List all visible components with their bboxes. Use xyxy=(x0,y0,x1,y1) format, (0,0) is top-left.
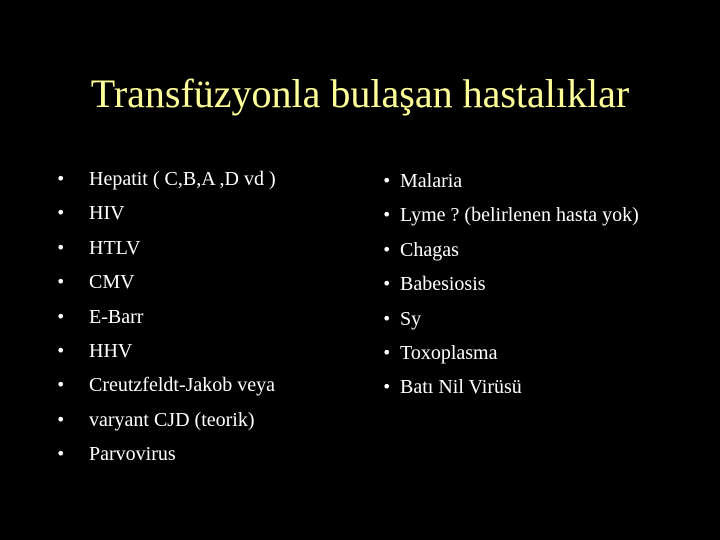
list-item xyxy=(56,368,356,402)
list-item-text: E-Barr xyxy=(89,305,144,328)
list-item xyxy=(382,267,706,301)
list-item xyxy=(382,198,706,232)
list-item-text: HHV xyxy=(89,340,133,363)
bullet-icon: • xyxy=(56,237,66,257)
bullet-icon: • xyxy=(382,274,392,294)
list-item xyxy=(382,302,706,336)
list-item-text: Parvovirus xyxy=(89,443,176,466)
list-item xyxy=(56,334,356,368)
slide-title: Transfüzyonla bulaşan hastalıklar xyxy=(90,71,630,116)
list-item-text: Malaria xyxy=(400,170,463,192)
list-item xyxy=(56,300,356,334)
bullet-icon: • xyxy=(56,306,66,326)
list-item-text: Hepatit ( C,B,A ,D vd ) xyxy=(89,168,276,190)
bullet-icon: • xyxy=(56,169,66,188)
list-item xyxy=(382,233,706,267)
list-item-text: Chagas xyxy=(400,238,459,261)
right-disease-list xyxy=(382,164,706,405)
list-item-text: CMV xyxy=(89,271,135,294)
list-item xyxy=(382,336,706,370)
bullet-icon: • xyxy=(382,377,392,397)
list-item-text: HTLV xyxy=(89,236,141,259)
list-item xyxy=(56,437,356,471)
left-disease-list xyxy=(56,162,356,472)
list-item xyxy=(56,162,356,196)
list-item xyxy=(56,403,356,437)
list-item xyxy=(56,231,356,265)
bullet-icon: • xyxy=(382,308,392,328)
list-item-text: HIV xyxy=(89,202,125,225)
list-item-text: Batı Nil Virüsü xyxy=(400,376,522,399)
list-item xyxy=(382,370,706,404)
list-item-text: Toxoplasma xyxy=(400,342,498,365)
bullet-icon: • xyxy=(382,239,392,259)
list-item-text: Creutzfeldt-Jakob veya xyxy=(89,374,276,397)
list-item xyxy=(56,265,356,299)
list-item-text: Lyme ? (belirlenen hasta yok) xyxy=(400,204,639,227)
list-item-text: Sy xyxy=(400,307,422,330)
bullet-icon: • xyxy=(56,272,66,292)
list-item xyxy=(56,196,356,230)
list-item-text: Babesiosis xyxy=(400,273,486,296)
bullet-icon: • xyxy=(56,341,66,361)
list-item xyxy=(382,164,706,198)
bullet-icon: • xyxy=(56,375,66,395)
bullet-icon: • xyxy=(56,203,66,223)
bullet-icon: • xyxy=(56,409,66,429)
bullet-icon: • xyxy=(56,444,66,464)
bullet-icon: • xyxy=(382,343,392,363)
bullet-icon: • xyxy=(382,171,392,190)
list-item-text: varyant CJD (teorik) xyxy=(89,408,255,431)
bullet-icon: • xyxy=(382,205,392,225)
